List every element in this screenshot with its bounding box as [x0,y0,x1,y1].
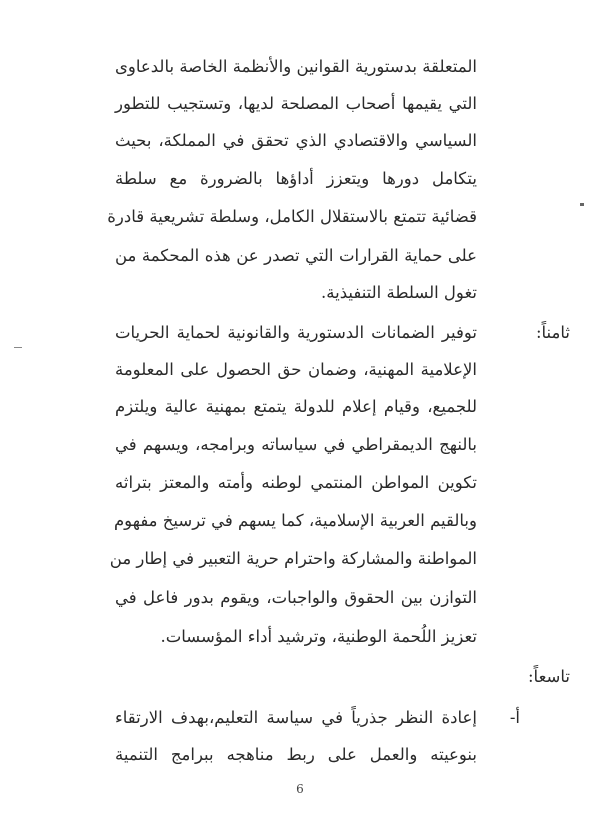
text-line: قضائية تتمتع بالاستقلال الكامل، وسلطة تشريعية قادرة [107,207,477,226]
page-number: 6 [296,782,304,796]
text-line: تعزيز اللُحمة الوطنية، وترشيد أداء المؤسسات. [160,627,477,646]
margin-dash [14,347,22,348]
text-line: تكوين المواطن المنتمي لوطنه وأمته والمعتز بتراثه [115,473,477,492]
text-line: وبالقيم العربية الإسلامية، كما يسهم في ترسيخ مفهوم [113,511,477,530]
text-line: يتكامل دورها ويتعزز أداؤها بالضرورة مع سلطة [115,169,477,188]
text-line: إعادة النظر جذرياً في سياسة التعليم،بهدف الارتقاء [115,708,477,727]
section-label: ثامناً: [535,323,570,342]
item-label: أ- [509,708,520,727]
text-line: بنوعيته والعمل على ربط مناهجه ببرامج التنمية [115,745,477,764]
text-line: الإعلامية المهنية، وضمان حق الحصول على المعلومة [115,360,477,379]
text-line: التي يقيمها أصحاب المصلحة لديها، وتستجيب للتطور [115,94,477,113]
text-line: التوازن بين الحقوق والواجبات، ويقوم بدور فاعل في [115,588,477,607]
text-line: المتعلقة بدستورية القوانين والأنظمة الخاصة بالدعاوى [115,57,477,76]
text-line: بالنهج الديمقراطي في سياساته وبرامجه، ويسهم في [115,435,477,454]
text-line: توفير الضمانات الدستورية والقانونية لحماية الحريات [115,323,477,342]
text-line: تغول السلطة التنفيذية. [321,283,477,302]
section-label: تاسعاً: [528,667,570,686]
text-line: للجميع، وقيام إعلام للدولة يتمتع بمهنية عالية ويلتزم [115,397,477,416]
text-line: على حماية القرارات التي تصدر عن هذه المحكمة من [115,246,477,265]
margin-mark [580,203,584,206]
text-line: المواطنة والمشاركة واحترام حرية التعبير في إطار من [109,549,477,568]
text-line: السياسي والاقتصادي الذي تحقق في المملكة، بحيث [115,131,477,150]
